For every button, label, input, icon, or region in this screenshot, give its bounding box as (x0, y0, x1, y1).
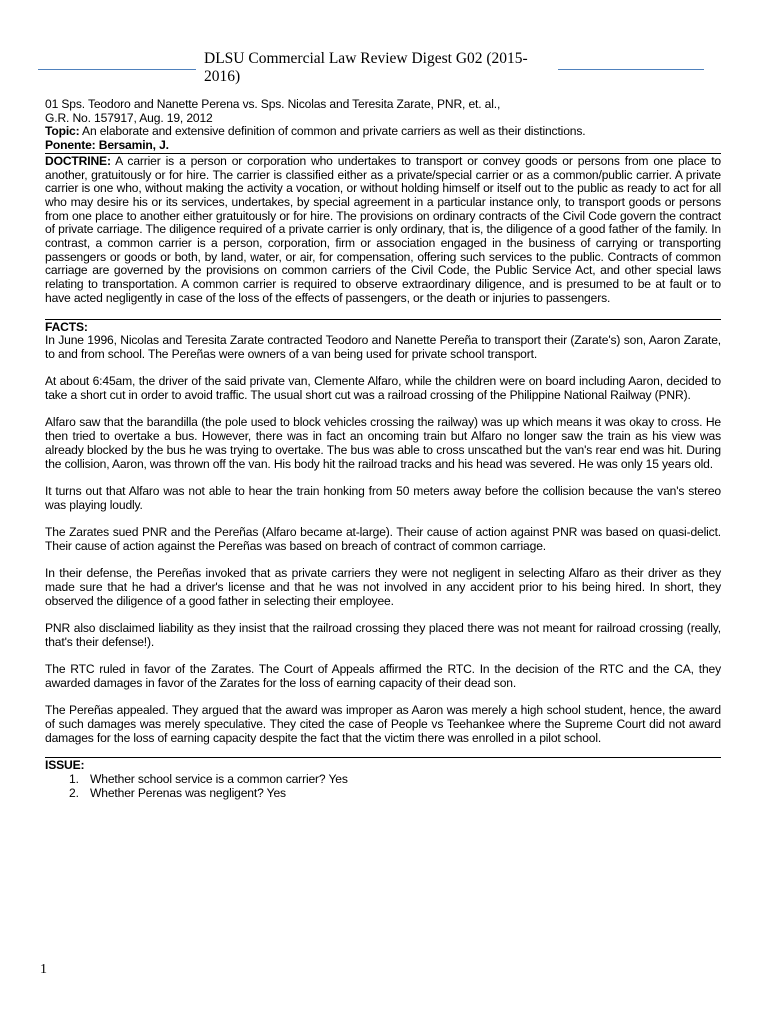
doctrine-label: DOCTRINE: (45, 153, 111, 168)
issue-text: Whether school service is a common carrier? Yes (90, 771, 348, 786)
facts-paragraph: In their defense, the Pereñas invoked that as private carriers they were not negligent in selecting Alfaro as their driver as they made sure that he had a driver's license and that he was not involved in any accident prior to his being hired. In short, they observed the diligence of a good father in selecting their employee. (45, 566, 721, 608)
issue-number: 2. (69, 785, 79, 800)
header-rule-left (38, 69, 196, 70)
facts-section (45, 334, 721, 745)
facts-paragraph: The Zarates sued PNR and the Pereñas (Alfaro became at-large). Their cause of action against PNR was based on quasi-delict. Their cause of action against the Pereñas was based on breach of contract of common carriage. (45, 525, 721, 553)
facts-paragraph: In June 1996, Nicolas and Teresita Zarate contracted Teodoro and Nanette Pereña to transport their (Zarate's) son, Aaron Zarate, to and from school. The Pereñas were owners of a van being used for private school transport. (45, 333, 721, 361)
issue-number: 1. (69, 771, 79, 786)
topic-text: An elaborate and extensive definition of common and private carriers as well as their distinctions. (79, 124, 586, 139)
issue-list (45, 773, 721, 800)
case-topic (45, 125, 721, 139)
page-header (38, 50, 704, 94)
facts-paragraph: Alfaro saw that the barandilla (the pole used to block vehicles crossing the railway) was up which means it was okay to cross. He then tried to overtake a bus. However, there was in fact an oncoming train but Alfaro no longer saw the train as his view was already blocked by the bus he was trying to overtake. The bus was able to cross unscathed but the van's rear end was hit. During the collision, Aaron, was thrown off the van. His body hit the railroad tracks and his head was severed. He was only 15 years old. (45, 415, 721, 471)
issue-text: Whether Perenas was negligent? Yes (90, 785, 286, 800)
issue-item (45, 773, 721, 787)
case-info (45, 98, 721, 153)
facts-paragraph: PNR also disclaimed liability as they insist that the railroad crossing they placed there was not meant for railroad crossing (really, that's their defense!). (45, 620, 721, 649)
header-title: DLSU Commercial Law Review Digest G02 (2015-2016) (204, 50, 528, 85)
doctrine-section (45, 153, 721, 306)
case-ponente: Ponente: Bersamin, J. (45, 138, 169, 153)
facts-heading: FACTS: (45, 319, 721, 335)
facts-paragraph: The RTC ruled in favor of the Zarates. The Court of Appeals affirmed the RTC. In the decision of the RTC and the CA, they awarded damages in favor of the Zarates for the loss of earning capacity of their dead son. (45, 662, 721, 690)
case-title: 01 Sps. Teodoro and Nanette Perena vs. Sps. Nicolas and Teresita Zarate, PNR, et. al., (45, 97, 501, 111)
facts-paragraph: It turns out that Alfaro was not able to hear the train honking from 50 meters away before the collision because the van's stereo was playing loudly. (45, 483, 721, 512)
issue-item (45, 787, 721, 801)
header-rule-right (558, 69, 704, 70)
case-gr-number: G.R. No. 157917, Aug. 19, 2012 (45, 110, 213, 125)
document-body (45, 98, 721, 800)
facts-paragraph: At about 6:45am, the driver of the said private van, Clemente Alfaro, while the children were on board including Aaron, decided to take a short cut in order to avoid traffic. The usual short cut was a railroad crossing of the Philippine National Railway (PNR). (45, 374, 721, 403)
facts-paragraph: The Pereñas appealed. They argued that the award was improper as Aaron was merely a high school student, hence, the award of such damages was merely speculative. They cited the case of People vs Teehankee where the Supreme Court did not award damages for the loss of earning capacity despite the fact that the victim there was enrolled in a pilot school. (45, 703, 721, 745)
topic-label: Topic: (45, 124, 80, 139)
issue-heading: ISSUE: (45, 757, 721, 773)
doctrine-text: A carrier is a person or corporation who undertakes to transport or convey goods or persons from one place to another, gratuitously or for hire. The carrier is classified either as a private/special carrier or as a common/public carrier. A private carrier is one who, without making the activity a vocation, or without holding himself or itself out to the public as ready to act for all who may desire his or its services, undertakes, by special agreement in a particular instance only, to transport goods or persons from one place to another either gratuitously or for hire. The provisions on ordinary contracts of the Civil Code govern the contract of private carriage. The diligence required of a private carrier is only ordinary, that is, the diligence of a good father of the family. In contrast, a common carrier is a person, corporation, firm or association engaged in the business of carrying or transporting passengers or goods or both, by land, water, or air, for compensation, offering such services to the public. Contracts of common carriage are governed by the provisions on common carriers of the Civil Code, the Public Service Act, and other special laws relating to transportation. A common carrier is required to observe extraordinary diligence, and is presumed to be at fault or to have acted negligently in case of the loss of the effects of passengers, or the death or injuries to passengers. (45, 153, 721, 305)
page-number: 1 (40, 962, 47, 977)
